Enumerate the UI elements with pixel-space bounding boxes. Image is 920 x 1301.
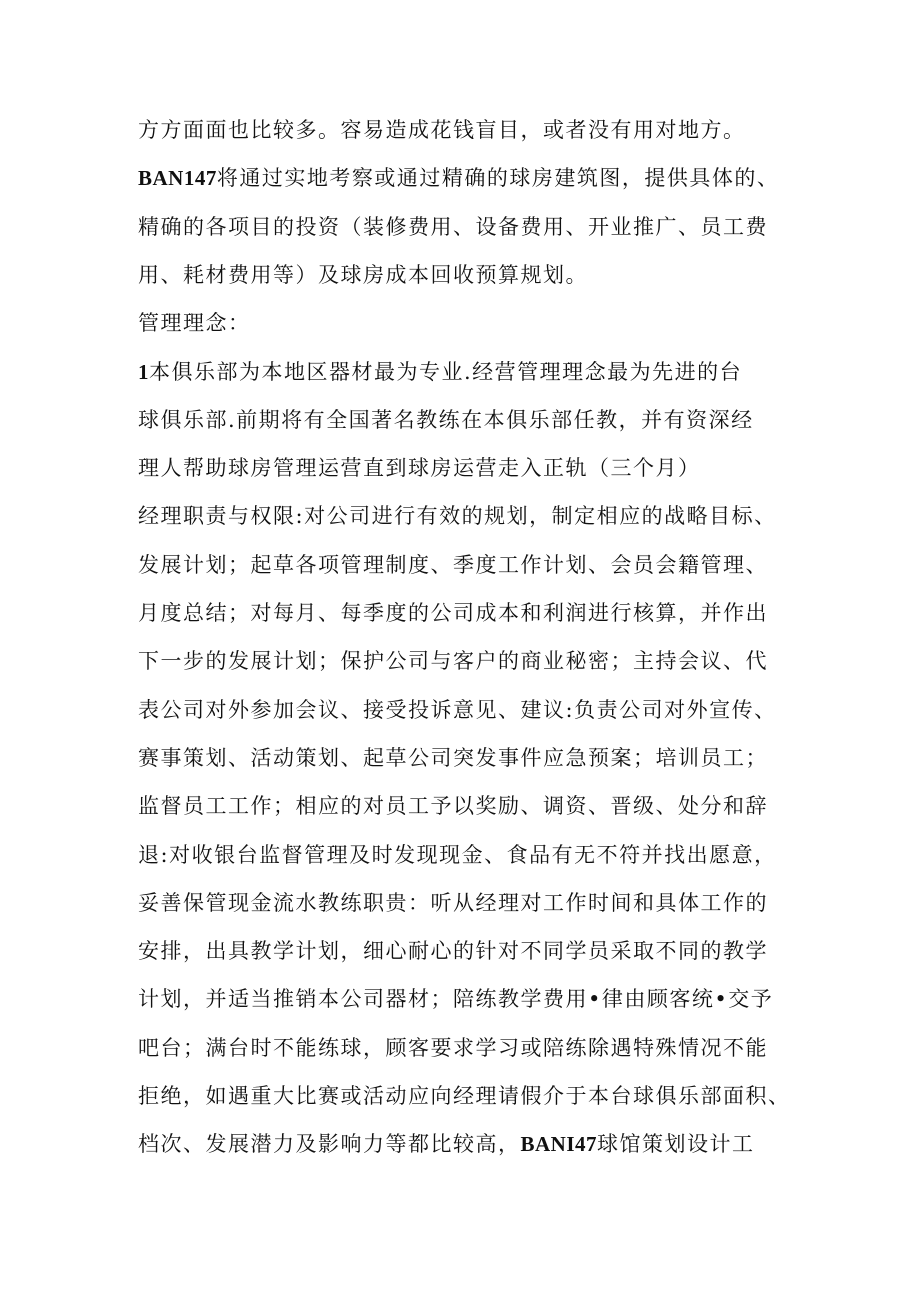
text-run: 拒绝，如遇重大比赛或活动应向经理请假介于本台球俱乐部面积、: [138, 1084, 791, 1108]
bold-text-run: 1: [138, 360, 149, 384]
text-run: 妥善保管现金流水教练职贵：听从经理对工作时间和具体工作的: [138, 891, 768, 915]
text-line: [138, 550, 768, 580]
text-run: 经理职责与权限:对公司进行有效的规划，制定相应的战略目标、: [138, 504, 777, 528]
text-line: [138, 357, 742, 387]
bold-text-run: BANI47: [520, 1132, 598, 1156]
text-line: [138, 791, 768, 821]
text-line: [138, 1129, 755, 1159]
text-line: [138, 212, 768, 242]
text-run: 退:对收银台监督管理及时发现现金、食品有无不符并找出愿意，: [138, 843, 777, 867]
text-line: [138, 695, 777, 725]
text-line: [138, 743, 768, 773]
text-line: [138, 840, 777, 870]
text-line: [138, 1081, 791, 1111]
text-run: 下一步的发展计划；保护公司与客户的商业秘密；主持会议、代: [138, 649, 768, 673]
text-run: 管理理念：: [138, 311, 251, 335]
text-line: [138, 888, 768, 918]
text-run: 理人帮助球房管理运营直到球房运营走入正轨（三个月）: [138, 456, 701, 480]
text-line: [138, 260, 588, 290]
text-run: 用、耗材费用等）及球房成本回收预算规划。: [138, 263, 588, 287]
text-run: 月度总结；对每月、每季度的公司成本和利润进行核算，并作出: [138, 601, 768, 625]
text-run: 监督员工工作；相应的对员工予以奖励、调资、晋级、处分和辞: [138, 794, 768, 818]
text-run: 发展计划；起草各项管理制度、季度工作计划、会员会籍管理、: [138, 553, 768, 577]
text-line: [138, 163, 779, 193]
text-line: [138, 1033, 768, 1063]
text-run: 赛事策划、活动策划、起草公司突发事件应急预案；培训员工；: [138, 746, 768, 770]
text-run: 球俱乐部.前期将有全国著名教练在本俱乐部任教，并有资深经: [138, 408, 754, 432]
text-line: [138, 405, 754, 435]
text-run: 精确的各项目的投资（装修费用、设备费用、开业推广、员工费: [138, 215, 768, 239]
text-line: [138, 936, 768, 966]
text-line: [138, 598, 768, 628]
text-run: 方方面面也比较多。容易造成花钱盲目，或者没有用对地方。: [138, 118, 746, 142]
text-line: [138, 453, 701, 483]
bold-text-run: BAN147: [138, 166, 217, 190]
text-run: 吧台；满台时不能练球，顾客要求学习或陪练除遇特殊情况不能: [138, 1036, 768, 1060]
text-run: 档次、发展潜力及影响力等都比较高，: [138, 1132, 521, 1156]
text-run: 表公司对外参加会议、接受投诉意见、建议:负责公司对外宣传、: [138, 698, 777, 722]
text-line: [138, 501, 777, 531]
text-line: [138, 308, 251, 338]
text-line: [138, 646, 768, 676]
text-run: 将通过实地考察或通过精确的球房建筑图，提供具体的、: [216, 166, 780, 190]
text-run: 本俱乐部为本地区器材最为专业.经营管理理念最为先进的台: [149, 360, 743, 384]
text-line: [138, 984, 773, 1014]
text-run: 计划，并适当推销本公司器材；陪练教学费用•律由顾客统•交予: [138, 987, 774, 1011]
text-line: [138, 115, 746, 145]
text-run: 安排，出具教学计划，细心耐心的针对不同学员采取不同的教学: [138, 939, 768, 963]
text-run: 球馆策划设计工: [597, 1132, 755, 1156]
